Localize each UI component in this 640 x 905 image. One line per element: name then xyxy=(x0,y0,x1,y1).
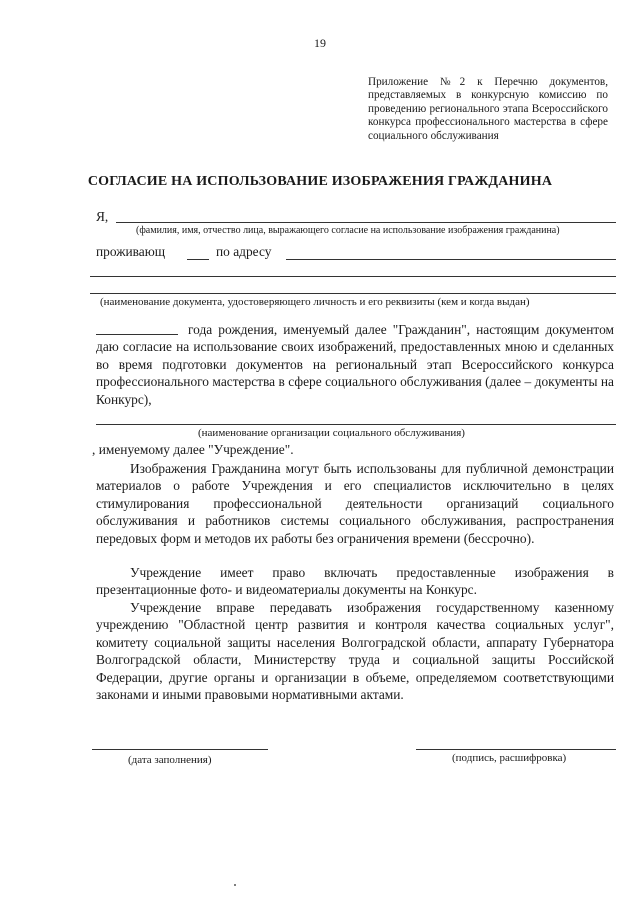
ya-label: Я, xyxy=(96,209,109,224)
paragraph-transfer: Учреждение вправе передавать изображения государственному казенному учреждению "Областной центр развития и контроля качества социальных услуг", комитету социальной защиты населения Волгоградской области, аппарату Губернатора Волгоградской области, Министерству труда и социальной защиты Российской Федерации, другие органы и организации в объеме, определяемом соответствующими законами и иными правовыми нормативными актами. xyxy=(96,600,614,703)
org-caption: (наименование организации социального обслуживания) xyxy=(198,427,465,439)
fio-caption: (фамилия, имя, отчество лица, выражающего согласие на использование изображения гражданина) xyxy=(136,225,560,236)
address-label: по адресу xyxy=(216,244,272,259)
signature-line[interactable] xyxy=(416,749,616,750)
scan-speck xyxy=(234,884,236,886)
page-number: 19 xyxy=(314,36,326,50)
date-line[interactable] xyxy=(92,749,268,750)
document-title: СОГЛАСИЕ НА ИСПОЛЬЗОВАНИЕ ИЗОБРАЖЕНИЯ ГРАЖДАНИНА xyxy=(87,174,553,189)
residing-label: проживающ xyxy=(96,244,166,259)
signature-caption: (подпись, расшифровка) xyxy=(452,752,567,764)
paragraph-inclusion: Учреждение имеет право включать предоставленные изображения в презентационные фото- и видеоматериалы документы на Конкурс. xyxy=(96,565,614,598)
appendix-note: Приложение №2 к Перечню документов, представляемых в конкурсную комиссию по проведению регионального этапа Всероссийского конкурса профессионального мастерства в сфере социального обслуживания xyxy=(368,76,608,142)
consent-paragraph: года рождения, именуемый далее "Гражданин", настоящим документом даю согласие на использование своих изображений, предоставленных мною и сделанных во время подготовки документов на региональный этап Всероссийского конкурса профессионального мастерства в сфере социального обслуживания (далее – документы на Конкурс), xyxy=(96,322,614,407)
address-line-2[interactable] xyxy=(90,276,616,277)
fio-line[interactable] xyxy=(116,222,616,223)
address-line[interactable] xyxy=(286,259,616,260)
id-doc-line[interactable] xyxy=(90,293,616,294)
org-named-text: , именуемому далее "Учреждение". xyxy=(92,442,294,457)
id-doc-caption: (наименование документа, удостоверяющего личность и его реквизиты (кем и когда выдан) xyxy=(100,296,530,308)
residing-ending-line[interactable] xyxy=(187,259,209,260)
paragraph-usage: Изображения Гражданина могут быть использованы для публичной демонстрации материалов о работе Учреждения и его специалистов исключительно в целях стимулирования профессиональной деятельности организаций социального обслуживания и работников системы социального обслуживания, распространения передовых форм и методов их работы без ограничения времени (бессрочно). xyxy=(96,461,614,546)
org-line[interactable] xyxy=(96,424,616,425)
date-caption: (дата заполнения) xyxy=(128,754,212,766)
